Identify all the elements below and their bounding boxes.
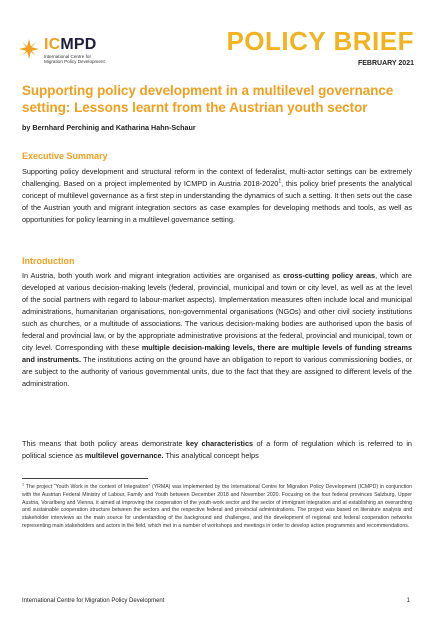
- intro-p1-a: In Austria, both youth work and migrant integration activities are organised as: [22, 271, 283, 280]
- logo-subtitle-line-2: Migration Policy Development: [44, 59, 105, 65]
- executive-summary-text-part-2: , this policy brief presents the analytical concept of multilevel governance as a first step in understanding the dynamics of such a setting. It then sets out the case of the Austrian youth and migrant integration sectors as case examples for developing methods and tools, as well as opportunities for policy learning in a multilevel governance setting.: [22, 179, 412, 224]
- introduction-heading: Introduction: [22, 256, 75, 266]
- logo-subtitle-line-1: International Centre for: [44, 54, 91, 59]
- footnote-reference[interactable]: 1: [278, 178, 282, 185]
- document-authors: by Bernhard Perchinig and Katharina Hahn-Schaur: [22, 123, 196, 132]
- intro-p1-b: cross-cutting policy areas: [282, 271, 376, 280]
- executive-summary-text-part-1: Supporting policy development and structural reform in the context of federalist, multi-actor settings can be extremely challenging. Based on a project implemented by ICMPD in Austria 2018-2020: [22, 167, 412, 188]
- footnote-divider: [22, 478, 148, 479]
- logo-ic: IC: [44, 36, 61, 53]
- executive-summary-text: [22, 166, 412, 226]
- logo-wordmark: [44, 36, 97, 54]
- executive-summary-heading: Executive Summary: [22, 151, 108, 161]
- footer-organisation: International Centre for Migration Policy Development: [22, 598, 165, 604]
- publication-date: FEBRUARY 2021: [357, 60, 414, 67]
- introduction-paragraph-1: [22, 270, 412, 390]
- page-header: [18, 10, 414, 70]
- intro-p2-c: of a form of regulation which is referred to in political science as: [22, 439, 412, 460]
- icmpd-star-icon: [18, 38, 40, 60]
- intro-p2-e: This analytical concept helps: [163, 451, 259, 460]
- page-number: 1: [406, 598, 410, 604]
- footnote-1: [22, 484, 412, 531]
- policy-brief-title: POLICY BRIEF: [226, 26, 414, 56]
- document-title: Supporting policy development in a multilevel governance setting: Lessons learnt from the Austrian youth sector: [22, 83, 394, 115]
- footnote-text: The project “Youth Work in the context of Integration” (YRMA) was implemented by the International Centre for Migration Policy Development (ICMPD) in conjunction with the Austrian Federal Ministry of Labour, Family and Youth between December 2018 and November 2020. Focusing on the four federal provinces Salzburg, Upper Austria, Vorarlberg and Vienna, it aimed at improving the cooperation of the youth-work sector and the sector of immigrant integration and at establishing an overarching and sustainable cooperation structure between the sectors and the respective federal and provincial administrations. The project was based on literature analysis and stakeholder interviews as the main source for understanding of the background and challenges, and the development of regional and federal cooperation networks representing main stakeholders and actors in the field, which met in a number of workshops and meetings in order to develop action programmes and recommendations.: [22, 484, 412, 529]
- icmpd-logo: [18, 36, 138, 72]
- intro-p1-e: The institutions acting on the ground have an obligation to report to various commissioning bodies, or are subject to the authority of various governmental units, due to the fact that they are assigned to different levels of the administration.: [22, 355, 412, 388]
- intro-p2-d: multilevel governance.: [84, 451, 164, 460]
- intro-p2-a: This means that both policy areas demonstrate: [22, 439, 186, 448]
- introduction-paragraph-2: [22, 438, 412, 462]
- intro-p2-b: key characteristics: [185, 439, 254, 448]
- intro-p1-d: multiple decision-making levels, there are multiple levels of funding streams and instruments.: [22, 343, 412, 364]
- intro-p1-c: , which are developed at various decision-making levels (federal, provincial, municipal and town or city level, as well as at the level of the social partners with regard to labour-market aspects). Implementation measures often include local and municipal administrations, humanitarian organisations, non-governmental organisations (NGOs) and other civil society institutions such as churches, or a multitude of associations. The various decision-making bodies are authorised upon the basis of federal and provincial law, or by the appropriate administrative provisions at the federal, provincial and municipal, town or city level. Corresponding with these: [22, 271, 412, 352]
- footnote-marker: 1: [22, 482, 25, 487]
- logo-mpd: MPD: [60, 36, 97, 53]
- logo-subtitle: [44, 54, 154, 65]
